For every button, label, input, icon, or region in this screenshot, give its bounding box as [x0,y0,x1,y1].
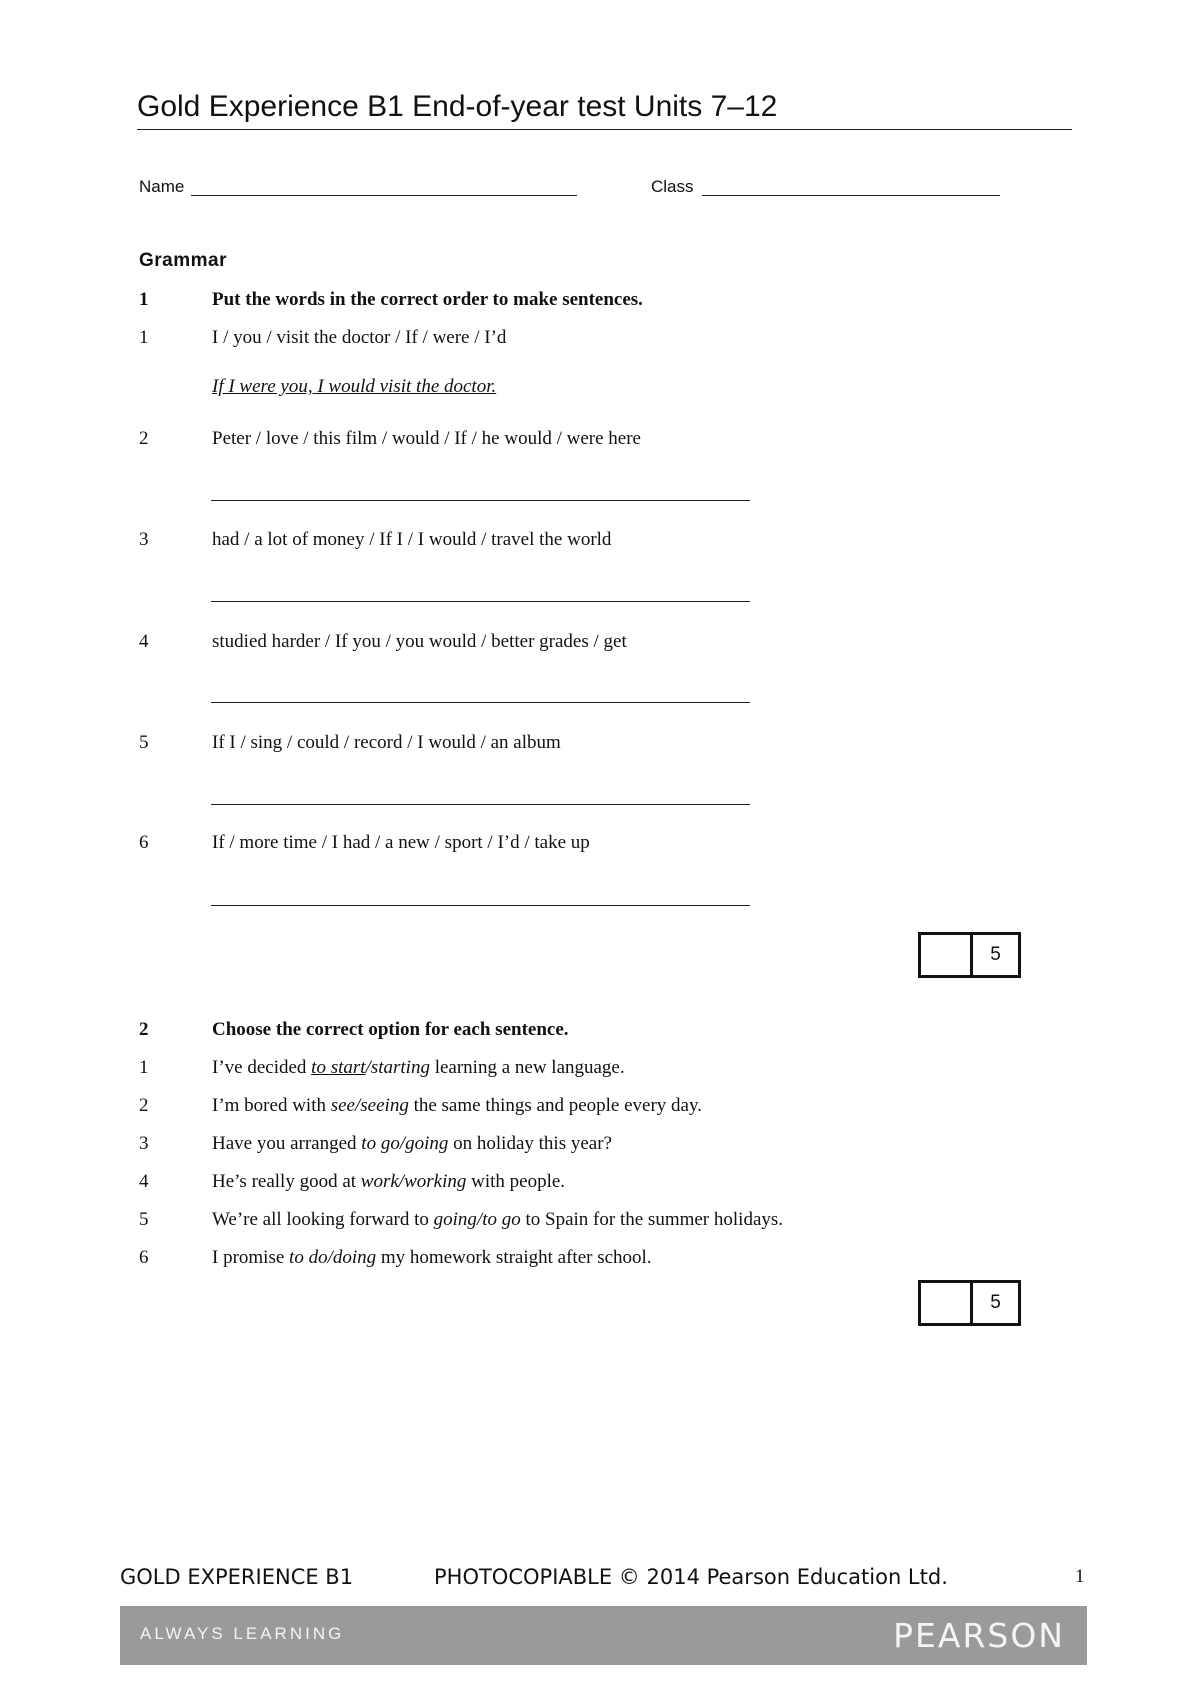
item-number: 3 [139,529,149,550]
option-a[interactable]: work [360,1171,399,1192]
sentence-start: I’ve decided [212,1057,312,1078]
name-field[interactable] [191,195,577,196]
option-b[interactable]: seeing [360,1095,409,1116]
item-number: 5 [139,1209,149,1230]
item-number: 1 [139,1057,149,1078]
item-sentence [212,1095,702,1117]
footer-book-title: GOLD EXPERIENCE B1 [120,1565,354,1589]
item-prompt: If / more time / I had / a new / sport / I’d / take up [212,832,590,853]
footer-copyright: PHOTOCOPIABLE © 2014 Pearson Education Ltd. [434,1565,948,1589]
page-number: 1 [1075,1566,1085,1587]
item-number: 5 [139,732,149,753]
option-separator: / [327,1247,333,1268]
option-b[interactable]: going [405,1133,449,1154]
item-number: 4 [139,631,149,652]
answer-line[interactable] [211,702,750,703]
exercise-instruction: Choose the correct option for each sentence. [212,1019,569,1040]
item-number: 4 [139,1171,149,1192]
answer-line[interactable] [211,601,750,602]
option-separator: / [399,1133,406,1154]
item-number: 6 [139,832,149,853]
option-separator: / [476,1209,483,1230]
item-prompt: Peter / love / this film / would / If / he would / were here [212,428,641,449]
name-label: Name [139,177,185,196]
item-number: 2 [139,1095,149,1116]
item-number: 3 [139,1133,149,1154]
exercise-number: 1 [139,289,149,310]
option-a[interactable]: to go [361,1133,400,1154]
item-prompt: I / you / visit the doctor / If / were / I’d [212,327,507,348]
score-total: 5 [990,944,1001,965]
answer-line[interactable] [211,500,750,501]
pearson-logo: PEARSON [893,1616,1065,1655]
exercise-number: 2 [139,1019,149,1040]
option-a[interactable]: going [433,1209,477,1230]
item-sentence [212,1133,612,1155]
option-b[interactable]: to go [482,1209,521,1230]
sentence-start: We’re all looking forward to [212,1209,434,1230]
sentence-end: my homework straight after school. [376,1247,652,1268]
item-prompt: had / a lot of money / If I / I would / travel the world [212,529,612,550]
item-number: 2 [139,428,149,449]
page-title: Gold Experience B1 End-of-year test Units 7–12 [137,90,778,123]
sentence-end: the same things and people every day. [408,1095,703,1116]
item-sentence [212,1247,652,1269]
option-separator: / [398,1171,405,1192]
class-label: Class [651,177,694,196]
option-b[interactable]: starting [370,1057,430,1078]
item-number: 1 [139,327,149,348]
section-heading: Grammar [139,250,227,271]
item-sentence [212,1057,625,1079]
sentence-end: on holiday this year? [448,1133,612,1154]
answer-line[interactable] [211,905,750,906]
score-box[interactable] [918,932,1021,978]
answer-line[interactable] [211,804,750,805]
option-separator: / [355,1095,361,1116]
sentence-start: I promise [212,1247,290,1268]
option-b[interactable]: doing [332,1247,377,1268]
option-separator: / [365,1057,371,1078]
title-rule [137,129,1072,130]
example-answer: If I were you, I would visit the doctor. [212,376,497,397]
sentence-start: Have you arranged [212,1133,362,1154]
option-a[interactable]: to do [289,1247,328,1268]
sentence-start: He’s really good at [212,1171,361,1192]
item-prompt: If I / sing / could / record / I would / an album [212,732,561,753]
sentence-end: learning a new language. [429,1057,625,1078]
item-sentence [212,1209,783,1231]
score-total: 5 [990,1292,1001,1313]
score-box[interactable] [918,1280,1021,1326]
item-prompt: studied harder / If you / you would / better grades / get [212,631,627,652]
option-b[interactable]: working [404,1171,467,1192]
brand-tagline: ALWAYS LEARNING [140,1624,345,1643]
sentence-end: to Spain for the summer holidays. [520,1209,784,1230]
item-sentence [212,1171,565,1193]
brand-bar [120,1606,1087,1665]
option-a[interactable]: to start [311,1057,366,1078]
exercise-instruction: Put the words in the correct order to make sentences. [212,289,643,310]
sentence-end: with people. [466,1171,566,1192]
class-field[interactable] [702,195,1000,196]
option-a[interactable]: see [330,1095,355,1116]
sentence-start: I’m bored with [212,1095,331,1116]
item-number: 6 [139,1247,149,1268]
